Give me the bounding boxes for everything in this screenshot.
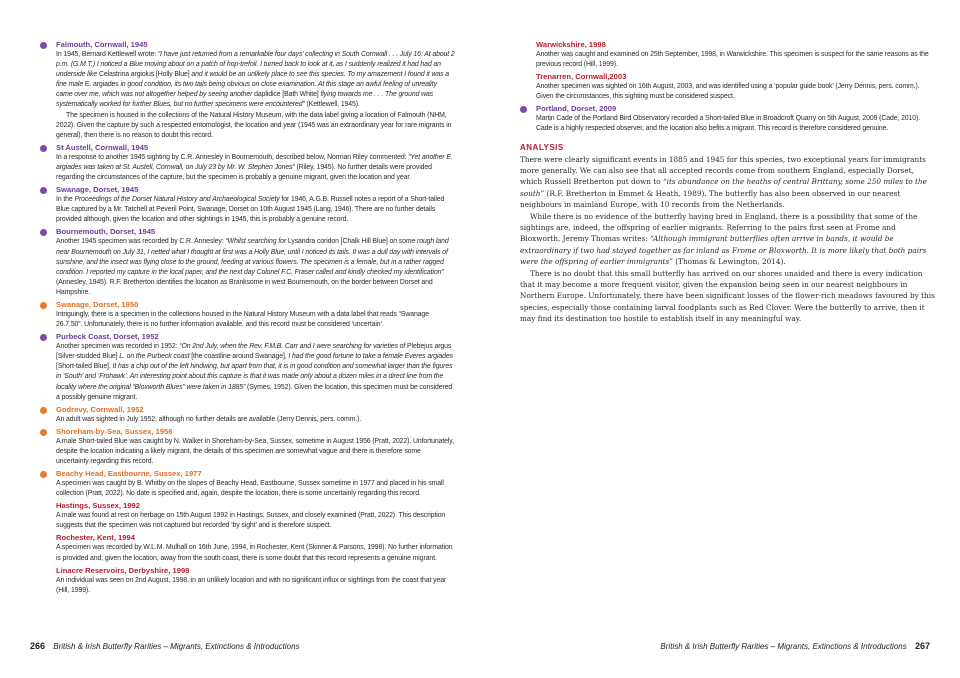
bullet-dot-icon bbox=[40, 334, 47, 341]
record-entry bbox=[40, 533, 455, 563]
record-entry bbox=[520, 104, 935, 134]
text-segment: and it would be an unlikely place to see this species. To my amazement I found it was a fine male bbox=[56, 71, 450, 89]
record-body bbox=[56, 576, 455, 596]
record-body bbox=[56, 342, 455, 403]
record-body bbox=[56, 543, 455, 563]
text-segment: ” (R.F. Bretherton in Emmet & Heath, 1989). The butterfly has also been observed in our nearest neighbours in mainland Europe, with 10 records from the Netherlands. bbox=[520, 188, 901, 210]
bullet-dot-icon bbox=[40, 471, 47, 478]
text-segment: [the coastline around Swanage], bbox=[189, 353, 289, 361]
text-segment: In the bbox=[56, 196, 75, 204]
bullet-dot-icon bbox=[40, 42, 47, 49]
record-body bbox=[536, 114, 935, 134]
text-segment: daplidice bbox=[254, 91, 281, 99]
text-segment: (Riley, 1945). No further details were provided regarding the circumstances of the capture, but the specimen is probably a genuine migrant, given the location and year. bbox=[56, 163, 432, 182]
right-records bbox=[520, 40, 935, 135]
record-title: Purbeck Coast, Dorset, 1952 bbox=[56, 332, 159, 342]
text-segment: L. on the Purbeck coast bbox=[119, 353, 190, 361]
text-segment: [Chalk Hill Blue] bbox=[338, 238, 390, 246]
bullet-dot-icon bbox=[40, 429, 47, 436]
footer-title-left: British & Irish Butterfly Rarities – Migrants, Extinctions & Introductions bbox=[53, 642, 300, 651]
text-segment: Lysandra coridon bbox=[287, 238, 339, 246]
record-title: Swanage, Dorset, 1950 bbox=[56, 299, 139, 309]
text-segment: Celastrina argiolus bbox=[98, 71, 155, 79]
record-body bbox=[56, 479, 455, 499]
text-segment: flying towards me . . . The ground was systematically worked for further Blues, but no further specimens were encountered” bbox=[56, 91, 434, 109]
record-entry bbox=[40, 332, 455, 403]
text-segment: Another specimen was recorded in 1952: bbox=[56, 343, 180, 351]
record-entry bbox=[40, 501, 455, 531]
bullet-dot-icon bbox=[520, 42, 527, 49]
text-segment: its abundance on the heaths of central Brittany, some 250 miles to the south bbox=[520, 177, 927, 198]
footer-right bbox=[654, 641, 930, 651]
record-extra-paragraph: The specimen is housed in the collections of the Natural History Museum, with the data label giving a location of Falmouth (NHM, 2022). Given the capture by such a respected entomologist, the location and year (1945 was an extraordinary year for rare migrants in general), then there is no reason to doubt this record. bbox=[56, 111, 452, 139]
record-body bbox=[56, 50, 455, 111]
record-title: Swanage, Dorset, 1945 bbox=[56, 185, 139, 195]
bullet-dot-icon bbox=[40, 568, 47, 575]
text-segment: While there is no evidence of the butterfly having bred in England, there is a possibility that some of the sightings are, indeed, the offspring of earlier migrants. Referring to the pairs first seen at Frome and Bloxworth, Jeremy Thomas writes: bbox=[520, 211, 918, 244]
text-segment: “Whilst searching for bbox=[225, 238, 288, 246]
analysis-paragraph bbox=[520, 268, 935, 325]
record-body bbox=[56, 415, 455, 425]
text-segment: A specimen was caught by B. Whitby on the slopes of Beachy Head, Eastbourne, Sussex sometime in 1977 and placed in his small collection (Pratt, 2022). No date is specified and, again, despite the location, there is some uncertainly regarding this record. bbox=[56, 480, 444, 498]
record-entry bbox=[40, 405, 455, 425]
page-number-left: 266 bbox=[30, 641, 46, 651]
text-segment: An individual was seen on 2nd August, 1998, in an unlikely location and with no significant influx or sightings from the coast that year (Hill, 1999). bbox=[56, 576, 447, 594]
bullet-dot-icon bbox=[40, 302, 47, 309]
bullet-dot-icon bbox=[40, 535, 47, 542]
text-segment: “Although immigrant butterflies often arrive in bands, it would be extraordinary if two had stayed together as far inland as Frome or Bloxworth. It is more likely that both pairs were the offspring of earlier immigrants” bbox=[520, 234, 927, 267]
text-segment: on some rough land near Bournemouth on July 31, I netted what I thought at first was a Holly Blue, until I noticed its tails. It was a dull day with intervals of sunshine, and the insect was flying close to the ground, feeding at various flowers. The specimen is a female, but in a rather ragged condition. I reported my capture in the local paper, and the next day Colonel F.C. Fraser called and kindly checked my identification” bbox=[56, 238, 449, 276]
record-title: Falmouth, Cornwall, 1945 bbox=[56, 40, 148, 49]
record-title: Hastings, Sussex, 1992 bbox=[56, 501, 140, 511]
text-segment: A male was found at rest on herbage on 15th August 1992 in Hastings, Sussex, and closely examined (Pratt, 2022). This description suggests that the specimen was not captured but recorded ‘by sight’ and is therefore suspect. bbox=[56, 512, 446, 530]
record-title: Godrevy, Cornwall, 1952 bbox=[56, 404, 144, 414]
record-entry bbox=[40, 185, 455, 225]
text-segment: In 1945, Bernard Kettlewell wrote: bbox=[56, 51, 158, 58]
text-segment: “On 2nd July, when the Rev. F.M.B. Carr and I were searching for varieties of bbox=[179, 343, 408, 351]
record-entry bbox=[40, 143, 455, 183]
text-segment: for 1946, A.G.B. Russell notes a report of a Short-tailed Blue captured by a Mr. Tatchell at Peveril Point, Swanage, Dorset on 10th August 1945 (Lang, 1946). There are no further details provided although, given the location and other sightings in 1945, this is probably a genuine record. bbox=[56, 196, 445, 224]
record-body bbox=[56, 437, 455, 467]
text-segment: An adult was sighted in July 1952, although no further details are available (Jerry Dennis, pers. comm.). bbox=[56, 415, 362, 423]
text-segment: (Kettlewell, 1945). bbox=[304, 101, 360, 109]
record-body bbox=[56, 195, 455, 225]
right-page-column bbox=[520, 40, 935, 325]
analysis-body bbox=[520, 154, 935, 325]
text-segment: A male Short-tailed Blue was caught by N. Walker in Shoreham-by-Sea, Sussex, sometime in August 1956 (Pratt, 2022). Unfortunately, despite the location indicating a likely migrant, the details of this specimen are somewhat vague and there is therefore some uncertainty regarding this record. bbox=[56, 437, 454, 465]
bullet-dot-icon bbox=[40, 145, 47, 152]
record-entry bbox=[40, 40, 455, 141]
text-segment: (Thomas & Lewington, 2014). bbox=[672, 257, 786, 267]
footer-left bbox=[30, 641, 306, 651]
text-segment: “I have just returned from a remarkable four days’ collecting in South Cornwall . . . July 16: At about 2 p.m. (G.M.T.) I noticed a Blue moving about on a patch of hop-trefoil. I turned back to look at it, as I suddenly realized it had had an underside like bbox=[56, 51, 455, 79]
analysis-heading: ANALYSIS bbox=[520, 142, 564, 152]
record-body bbox=[536, 82, 935, 102]
text-segment: [Short-tailed Blue]. bbox=[56, 363, 113, 371]
text-segment: E. argiades bbox=[84, 81, 119, 89]
text-segment: “Yet another E. argiades was taken at St. Austell, Cornwall, on July 23 by Mr. W. Stephen Jones” bbox=[56, 153, 453, 171]
text-segment: There is no doubt that this small butterfly has arrived on our shores unaided and there is every indication that it may become a more frequent visitor, given the expansion being seen in our nearest neighbours in Northern Europe. Unfortunately, there have been significant losses of the flower-rich meadows favoured by this species, especially those containing larval foodplants such as Red Clover. Were the butterfly to arrive, then it may find its destination too hostile to establish itself in any meaningful way. bbox=[520, 268, 935, 324]
record-title: Portland, Dorset, 2009 bbox=[536, 104, 617, 114]
text-segment: Plebejus argus bbox=[407, 343, 452, 351]
record-entry bbox=[40, 227, 455, 298]
record-body bbox=[536, 50, 935, 70]
bullet-dot-icon bbox=[40, 229, 47, 236]
record-title: Shoreham-by-Sea, Sussex, 1956 bbox=[56, 426, 173, 436]
record-entry bbox=[40, 566, 455, 596]
left-page-column bbox=[40, 40, 455, 598]
analysis-paragraph bbox=[520, 211, 935, 268]
text-segment: Intriguingly, there is a specimen in the collections housed in the Natural History Museum with a data label that reads “Swanage 26.7.50”. Unfortunately, there is no further information available, and this record must be considered ‘uncertain’. bbox=[56, 310, 429, 329]
text-segment: in good condition, its two tails being obvious on close examination. At this stage an awful feeling of unreality came over me, which was not altogether helped by seeing another bbox=[56, 81, 437, 99]
text-segment: [Bath White] bbox=[280, 91, 321, 99]
record-entry bbox=[40, 469, 455, 499]
record-body bbox=[56, 237, 455, 298]
record-title: St Austell, Cornwall, 1945 bbox=[56, 142, 149, 152]
record-title: Trenarren, Cornwall,2003 bbox=[536, 72, 627, 82]
text-segment: Martin Cade of the Portland Bird Observatory recorded a Short-tailed Blue in Broadcroft Quarry on 5th August, 2009 (Cade, 2010). Cade is a highly respected observer, and the location also befits a migrant. This record is therefore considered genuine. bbox=[536, 115, 921, 133]
text-segment: [Silver-studded Blue] bbox=[56, 353, 120, 361]
text-segment: Another 1945 specimen was recorded by C.R. Annesley: bbox=[56, 238, 226, 246]
text-segment: (Annesley, 1945). R.F. Bretherton identifies the location as Branksome in west Bournemouth, on the border between Dorset and Hampshire. bbox=[56, 278, 433, 296]
record-entry bbox=[520, 40, 935, 70]
bullet-dot-icon bbox=[520, 74, 527, 81]
text-segment: Another specimen was sighted on 16th August, 2003, and was identified using a ‘popular guide book’ (Jerry Dennis, pers. comm.). Given the circumstances, this sighting must be considered suspect. bbox=[536, 83, 920, 101]
text-segment: Proceedings of the Dorset Natural History and Archaeological Society bbox=[74, 196, 280, 204]
record-title: Warwickshire, 1998 bbox=[536, 40, 606, 49]
analysis-paragraph bbox=[520, 154, 935, 211]
page-number-right: 267 bbox=[914, 641, 930, 651]
record-body bbox=[56, 153, 455, 183]
bullet-dot-icon bbox=[520, 106, 527, 113]
record-body bbox=[56, 310, 455, 330]
text-segment: I had the good fortune to take a female Everes argiades bbox=[288, 353, 453, 361]
record-title: Bournemouth, Dorset, 1945 bbox=[56, 227, 156, 237]
record-entry bbox=[40, 427, 455, 467]
record-title: Beachy Head, Eastbourne, Sussex, 1977 bbox=[56, 469, 202, 479]
bullet-dot-icon bbox=[40, 407, 47, 414]
text-segment: [Holly Blue] bbox=[154, 71, 192, 79]
text-segment: Another was caught and examined on 25th September, 1998, in Warwickshire. This specimen is suspect for the same reasons as the previous record (Hill, 1999). bbox=[536, 51, 929, 69]
record-title: Rochester, Kent, 1994 bbox=[56, 533, 135, 543]
footer-title-right: British & Irish Butterfly Rarities – Migrants, Extinctions & Introductions bbox=[660, 642, 907, 651]
record-body bbox=[56, 511, 455, 531]
record-entry bbox=[40, 300, 455, 330]
text-segment: There were clearly significant events in 1885 and 1945 for this species, two exceptional years for immigrants more generally. We can also see that all accepted records come from southern England, especially Dorset, which Russell Bretherton put down to “ bbox=[520, 154, 926, 187]
text-segment: A specimen was recorded by W.L.M. Mulhall on 16th June, 1994, in Rochester, Kent (Skinner & Parsons, 1998). No further information is provided and, given the location, away from the south coast, there is some doubt that this record represents a genuine migrant. bbox=[56, 544, 453, 562]
text-segment: It has a chip out of the left hindwing, but apart from that, it is in good condition and somewhat larger than the figures in ‘South’ and ‘Frohawk’. An interesting point about this capture is that it was made only about a dozen miles in a direct line from the locality where the original “Bloxworth Blues” were taken in 1885” bbox=[56, 363, 453, 391]
bullet-dot-icon bbox=[40, 503, 47, 510]
record-title: Linacre Reservoirs, Derbyshire, 1998 bbox=[56, 565, 190, 575]
text-segment: In a response to another 1945 sighting by C.R. Annesley in Bournemouth, described below, Norman Riley commented: bbox=[56, 153, 409, 161]
bullet-dot-icon bbox=[40, 187, 47, 194]
text-segment: (Symes, 1952). Given the location, this specimen must be considered a possibly genuine migrant. bbox=[56, 383, 453, 401]
record-entry bbox=[520, 72, 935, 102]
